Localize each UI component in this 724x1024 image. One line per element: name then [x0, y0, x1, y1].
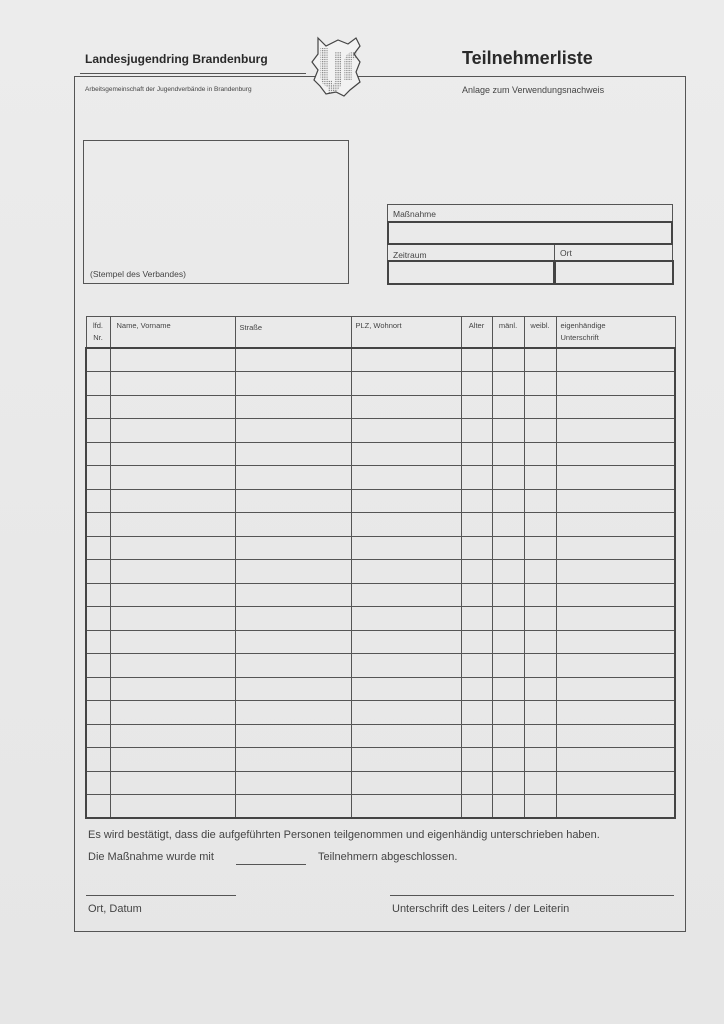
cell-nr[interactable] — [86, 771, 110, 795]
cell-street[interactable] — [235, 630, 351, 654]
cell-signature[interactable] — [556, 724, 675, 748]
cell-signature[interactable] — [556, 466, 675, 490]
cell-female[interactable] — [524, 513, 556, 537]
cell-name[interactable] — [110, 442, 235, 466]
header-rule — [80, 73, 306, 74]
table-header-row — [86, 317, 675, 349]
cell-city[interactable] — [351, 513, 461, 537]
cell-signature[interactable] — [556, 489, 675, 513]
cell-name[interactable] — [110, 372, 235, 396]
cell-signature[interactable] — [556, 395, 675, 419]
cell-age[interactable] — [461, 724, 492, 748]
cell-signature[interactable] — [556, 607, 675, 631]
cell-city[interactable] — [351, 795, 461, 819]
cell-male[interactable] — [492, 630, 524, 654]
cell-nr[interactable] — [86, 513, 110, 537]
org-subtitle: Arbeitsgemeinschaft der Jugendverbände in Brandenburg — [85, 86, 252, 93]
cell-name[interactable] — [110, 419, 235, 443]
cell-signature[interactable] — [556, 513, 675, 537]
table-row — [86, 677, 675, 701]
cell-female[interactable] — [524, 771, 556, 795]
cell-male[interactable] — [492, 419, 524, 443]
cell-age[interactable] — [461, 560, 492, 584]
cell-name[interactable] — [110, 677, 235, 701]
cell-female[interactable] — [524, 677, 556, 701]
cell-name[interactable] — [110, 795, 235, 819]
measure-label: Maßnahme — [393, 209, 436, 219]
table-row — [86, 795, 675, 819]
cell-street[interactable] — [235, 724, 351, 748]
table-row — [86, 419, 675, 443]
cell-city[interactable] — [351, 607, 461, 631]
cell-signature[interactable] — [556, 701, 675, 725]
cell-age[interactable] — [461, 395, 492, 419]
cell-street[interactable] — [235, 372, 351, 396]
cell-nr[interactable] — [86, 536, 110, 560]
cell-city[interactable] — [351, 583, 461, 607]
cell-street[interactable] — [235, 607, 351, 631]
cell-street[interactable] — [235, 442, 351, 466]
place-field[interactable] — [554, 260, 674, 285]
cell-city[interactable] — [351, 654, 461, 678]
cell-signature[interactable] — [556, 677, 675, 701]
table-row — [86, 395, 675, 419]
cell-male[interactable] — [492, 701, 524, 725]
cell-signature[interactable] — [556, 442, 675, 466]
cell-nr[interactable] — [86, 466, 110, 490]
cell-female[interactable] — [524, 583, 556, 607]
confirmation-text: Es wird bestätigt, dass die aufgeführten Personen teilgenommen und eigenhändig unterschrieben haben. — [88, 829, 600, 841]
stamp-box[interactable] — [83, 140, 349, 284]
cell-female[interactable] — [524, 348, 556, 372]
table-row — [86, 701, 675, 725]
cell-street[interactable] — [235, 348, 351, 372]
cell-street[interactable] — [235, 795, 351, 819]
table-row — [86, 583, 675, 607]
cell-name[interactable] — [110, 771, 235, 795]
cell-female[interactable] — [524, 654, 556, 678]
period-field[interactable] — [387, 260, 555, 285]
cell-age[interactable] — [461, 654, 492, 678]
cell-city[interactable] — [351, 489, 461, 513]
cell-female[interactable] — [524, 701, 556, 725]
cell-male[interactable] — [492, 395, 524, 419]
col-header-signature: eigenhändige Unterschrift — [556, 317, 675, 349]
cell-nr[interactable] — [86, 489, 110, 513]
cell-name[interactable] — [110, 560, 235, 584]
table-row — [86, 513, 675, 537]
cell-male[interactable] — [492, 724, 524, 748]
cell-nr[interactable] — [86, 677, 110, 701]
cell-female[interactable] — [524, 607, 556, 631]
cell-female[interactable] — [524, 536, 556, 560]
cell-signature[interactable] — [556, 419, 675, 443]
place-date-line[interactable] — [86, 895, 236, 896]
closed-prefix: Die Maßnahme wurde mit — [88, 851, 214, 863]
cell-street[interactable] — [235, 677, 351, 701]
table-row — [86, 348, 675, 372]
cell-name[interactable] — [110, 489, 235, 513]
cell-street[interactable] — [235, 513, 351, 537]
cell-signature[interactable] — [556, 748, 675, 772]
cell-female[interactable] — [524, 795, 556, 819]
cell-name[interactable] — [110, 536, 235, 560]
event-details-box — [387, 204, 673, 285]
cell-age[interactable] — [461, 607, 492, 631]
cell-name[interactable] — [110, 513, 235, 537]
cell-age[interactable] — [461, 489, 492, 513]
table-row — [86, 630, 675, 654]
cell-age[interactable] — [461, 771, 492, 795]
cell-female[interactable] — [524, 748, 556, 772]
cell-city[interactable] — [351, 419, 461, 443]
table-row — [86, 748, 675, 772]
table-row — [86, 372, 675, 396]
table-row — [86, 724, 675, 748]
cell-age[interactable] — [461, 442, 492, 466]
cell-male[interactable] — [492, 348, 524, 372]
cell-age[interactable] — [461, 677, 492, 701]
cell-age[interactable] — [461, 513, 492, 537]
cell-female[interactable] — [524, 395, 556, 419]
measure-field[interactable] — [387, 221, 673, 245]
cell-female[interactable] — [524, 466, 556, 490]
cell-age[interactable] — [461, 466, 492, 490]
cell-nr[interactable] — [86, 442, 110, 466]
cell-name[interactable] — [110, 466, 235, 490]
cell-nr[interactable] — [86, 701, 110, 725]
cell-age[interactable] — [461, 419, 492, 443]
cell-nr[interactable] — [86, 748, 110, 772]
cell-signature[interactable] — [556, 536, 675, 560]
cell-signature[interactable] — [556, 348, 675, 372]
cell-nr[interactable] — [86, 654, 110, 678]
cell-age[interactable] — [461, 701, 492, 725]
cell-male[interactable] — [492, 795, 524, 819]
cell-city[interactable] — [351, 724, 461, 748]
cell-age[interactable] — [461, 795, 492, 819]
cell-nr[interactable] — [86, 630, 110, 654]
cell-male[interactable] — [492, 748, 524, 772]
col-header-male: mänl. — [492, 317, 524, 349]
cell-male[interactable] — [492, 489, 524, 513]
cell-nr[interactable] — [86, 583, 110, 607]
cell-age[interactable] — [461, 748, 492, 772]
cell-name[interactable] — [110, 607, 235, 631]
cell-street[interactable] — [235, 560, 351, 584]
cell-street[interactable] — [235, 395, 351, 419]
cell-city[interactable] — [351, 536, 461, 560]
cell-male[interactable] — [492, 560, 524, 584]
cell-female[interactable] — [524, 419, 556, 443]
cell-nr[interactable] — [86, 348, 110, 372]
stamp-label: (Stempel des Verbandes) — [90, 269, 186, 279]
cell-female[interactable] — [524, 560, 556, 584]
cell-male[interactable] — [492, 771, 524, 795]
cell-street[interactable] — [235, 701, 351, 725]
cell-male[interactable] — [492, 677, 524, 701]
participant-rows — [86, 348, 675, 818]
participant-count-field[interactable] — [236, 864, 306, 865]
cell-male[interactable] — [492, 466, 524, 490]
cell-signature[interactable] — [556, 654, 675, 678]
cell-nr[interactable] — [86, 724, 110, 748]
page-title: Teilnehmerliste — [462, 48, 593, 68]
cell-city[interactable] — [351, 630, 461, 654]
cell-signature[interactable] — [556, 560, 675, 584]
col-header-nr: lfd. Nr. — [86, 317, 110, 349]
participant-table — [85, 316, 676, 819]
cell-nr[interactable] — [86, 607, 110, 631]
cell-city[interactable] — [351, 395, 461, 419]
cell-street[interactable] — [235, 654, 351, 678]
cell-street[interactable] — [235, 419, 351, 443]
cell-nr[interactable] — [86, 372, 110, 396]
cell-city[interactable] — [351, 442, 461, 466]
cell-age[interactable] — [461, 348, 492, 372]
cell-nr[interactable] — [86, 795, 110, 819]
cell-name[interactable] — [110, 630, 235, 654]
place-label: Ort — [560, 248, 572, 258]
cell-nr[interactable] — [86, 419, 110, 443]
cell-male[interactable] — [492, 372, 524, 396]
cell-street[interactable] — [235, 583, 351, 607]
cell-age[interactable] — [461, 372, 492, 396]
col-header-street: Straße — [235, 317, 351, 349]
table-row — [86, 466, 675, 490]
cell-signature[interactable] — [556, 795, 675, 819]
place-date-label: Ort, Datum — [88, 903, 142, 915]
cell-signature[interactable] — [556, 372, 675, 396]
cell-nr[interactable] — [86, 395, 110, 419]
cell-city[interactable] — [351, 748, 461, 772]
cell-male[interactable] — [492, 536, 524, 560]
col-header-female: weibl. — [524, 317, 556, 349]
cell-city[interactable] — [351, 701, 461, 725]
cell-name[interactable] — [110, 748, 235, 772]
cell-female[interactable] — [524, 630, 556, 654]
table-row — [86, 654, 675, 678]
cell-nr[interactable] — [86, 560, 110, 584]
page-subtitle: Anlage zum Verwendungsnachweis — [462, 85, 605, 95]
table-row — [86, 607, 675, 631]
cell-city[interactable] — [351, 771, 461, 795]
table-row — [86, 560, 675, 584]
cell-male[interactable] — [492, 513, 524, 537]
cell-signature[interactable] — [556, 771, 675, 795]
cell-signature[interactable] — [556, 583, 675, 607]
leader-signature-line[interactable] — [390, 895, 674, 896]
table-row — [86, 771, 675, 795]
cell-name[interactable] — [110, 701, 235, 725]
cell-city[interactable] — [351, 560, 461, 584]
cell-street[interactable] — [235, 748, 351, 772]
cell-male[interactable] — [492, 442, 524, 466]
cell-age[interactable] — [461, 583, 492, 607]
col-header-city: PLZ, Wohnort — [351, 317, 461, 349]
cell-street[interactable] — [235, 536, 351, 560]
cell-name[interactable] — [110, 348, 235, 372]
cell-male[interactable] — [492, 607, 524, 631]
cell-city[interactable] — [351, 466, 461, 490]
cell-name[interactable] — [110, 583, 235, 607]
period-label: Zeitraum — [393, 250, 427, 260]
table-row — [86, 489, 675, 513]
cell-city[interactable] — [351, 372, 461, 396]
cell-female[interactable] — [524, 724, 556, 748]
cell-city[interactable] — [351, 677, 461, 701]
leader-signature-label: Unterschrift des Leiters / der Leiterin — [392, 903, 570, 915]
org-name: Landesjugendring Brandenburg — [85, 52, 268, 66]
table-row — [86, 442, 675, 466]
closed-suffix: Teilnehmern abgeschlossen. — [318, 851, 458, 863]
cell-male[interactable] — [492, 654, 524, 678]
ljr-logo-icon — [304, 32, 366, 98]
cell-street[interactable] — [235, 489, 351, 513]
col-header-age: Alter — [461, 317, 492, 349]
cell-city[interactable] — [351, 348, 461, 372]
table-row — [86, 536, 675, 560]
cell-female[interactable] — [524, 489, 556, 513]
cell-female[interactable] — [524, 442, 556, 466]
cell-male[interactable] — [492, 583, 524, 607]
cell-street[interactable] — [235, 466, 351, 490]
cell-signature[interactable] — [556, 630, 675, 654]
cell-name[interactable] — [110, 654, 235, 678]
col-header-name: Name, Vorname — [110, 317, 235, 349]
cell-name[interactable] — [110, 395, 235, 419]
cell-age[interactable] — [461, 536, 492, 560]
cell-female[interactable] — [524, 372, 556, 396]
cell-age[interactable] — [461, 630, 492, 654]
cell-name[interactable] — [110, 724, 235, 748]
cell-street[interactable] — [235, 771, 351, 795]
